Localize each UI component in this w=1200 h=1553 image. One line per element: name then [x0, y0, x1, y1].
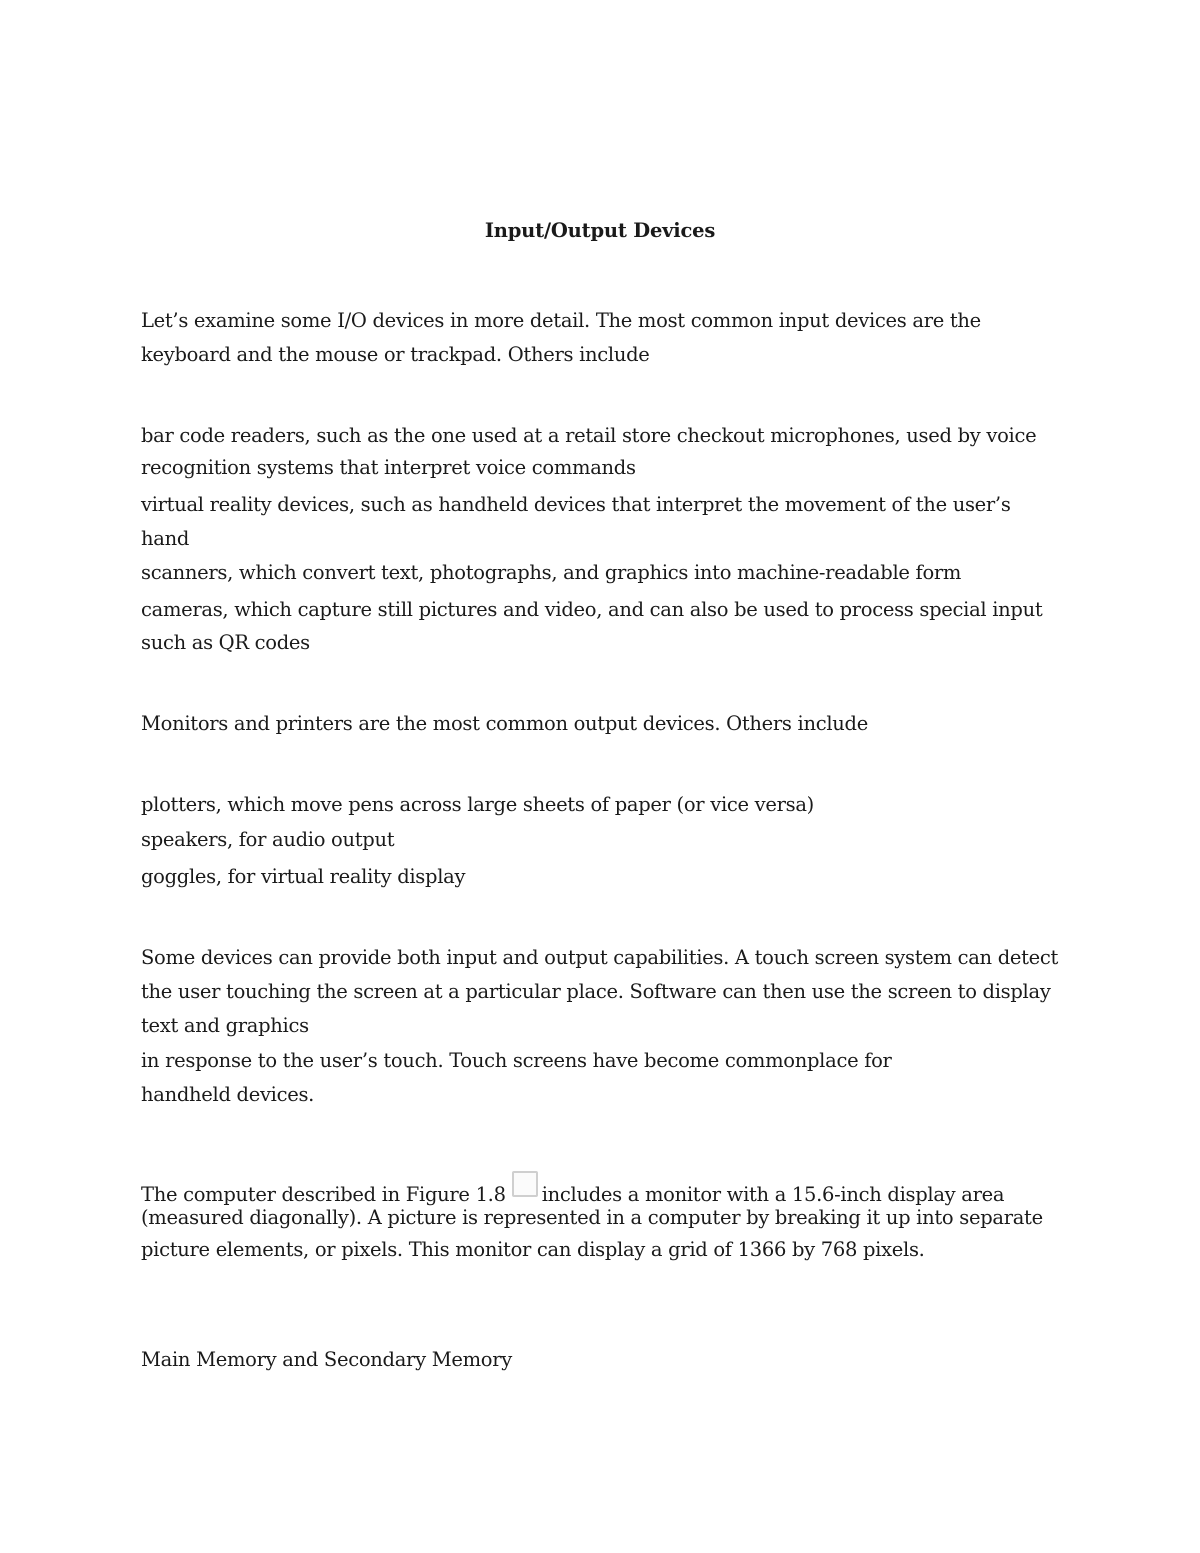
input-list-line-7: such as QR codes — [141, 631, 310, 654]
figure-line-1-before: The computer described in Figure 1.8 — [141, 1183, 506, 1206]
figure-line-2: (measured diagonally). A picture is represented in a computer by breaking it up into separate — [141, 1206, 1043, 1229]
output-list-line-2: speakers, for audio output — [141, 828, 395, 851]
figure-placeholder-icon[interactable] — [512, 1171, 538, 1197]
input-list-line-1: bar code readers, such as the one used at a retail store checkout microphones, used by voice — [141, 424, 1037, 447]
output-list-line-1: plotters, which move pens across large sheets of paper (or vice versa) — [141, 793, 814, 816]
input-list-line-3: virtual reality devices, such as handheld devices that interpret the movement of the user’s — [141, 493, 1011, 516]
touch-line-1: Some devices can provide both input and output capabilities. A touch screen system can detect — [141, 946, 1059, 969]
next-section-heading: Main Memory and Secondary Memory — [141, 1348, 512, 1371]
touch-line-2: the user touching the screen at a particular place. Software can then use the screen to display — [141, 980, 1051, 1003]
output-intro: Monitors and printers are the most common output devices. Others include — [141, 712, 868, 735]
touch-line-3: text and graphics — [141, 1014, 309, 1037]
touch-line-5: handheld devices. — [141, 1083, 315, 1106]
output-list-line-3: goggles, for virtual reality display — [141, 865, 466, 888]
input-list-line-4: hand — [141, 527, 190, 550]
input-list-line-2: recognition systems that interpret voice commands — [141, 456, 636, 479]
figure-line-3: picture elements, or pixels. This monitor can display a grid of 1366 by 768 pixels. — [141, 1238, 925, 1261]
touch-line-4: in response to the user’s touch. Touch screens have become commonplace for — [141, 1049, 892, 1072]
input-list-line-5: scanners, which convert text, photographs, and graphics into machine-readable form — [141, 561, 962, 584]
page-title: Input/Output Devices — [484, 219, 716, 242]
intro-line-1: Let’s examine some I/O devices in more detail. The most common input devices are the — [141, 309, 981, 332]
intro-line-2: keyboard and the mouse or trackpad. Others include — [141, 343, 650, 366]
input-list-line-6: cameras, which capture still pictures and video, and can also be used to process special input — [141, 598, 1043, 621]
figure-line-1-after: includes a monitor with a 15.6-inch display area — [541, 1183, 1005, 1206]
